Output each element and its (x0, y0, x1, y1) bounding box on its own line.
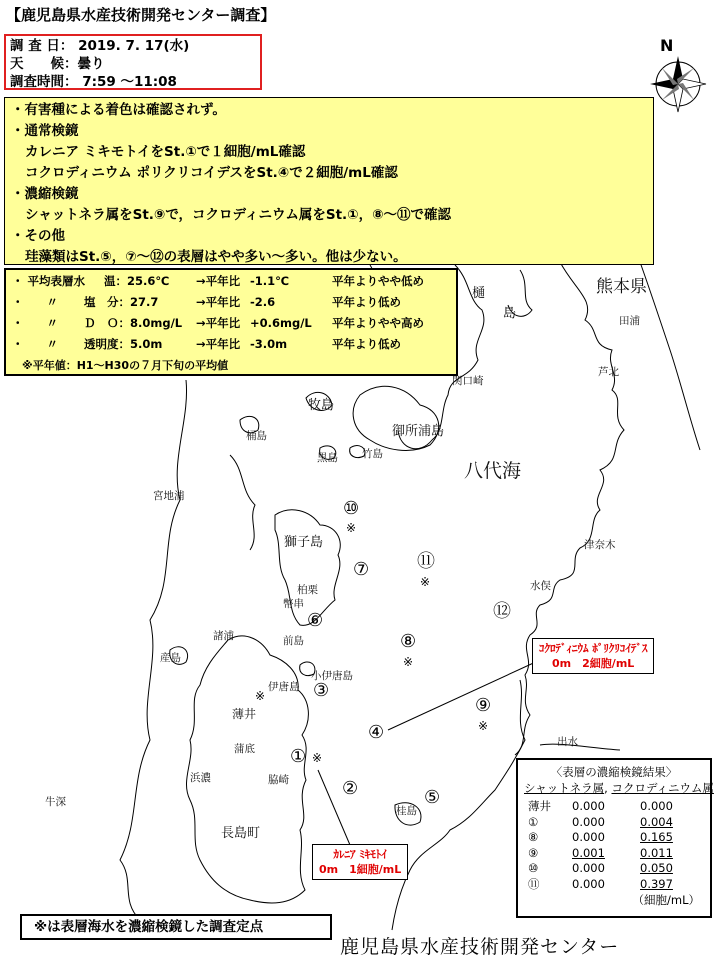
param-assessment: 平年より低め (332, 295, 401, 309)
label-nagare: 幣串 (283, 598, 304, 610)
concentration-mark: ※ (346, 521, 357, 535)
report-title: 【鹿児島県水産技術開発センター調査】 (6, 6, 276, 24)
results-cochlodinium: 0.011 (640, 845, 673, 860)
label-goshoura: 御所浦島 (392, 424, 445, 439)
results-title: 〈表層の濃縮検鏡結果〉 (550, 765, 678, 779)
label-katsurajima: 桂島 (396, 805, 417, 817)
survey-weather: 天 候：曇り (10, 56, 105, 72)
param-label: ・ 〃 (12, 337, 58, 351)
compass-rose (650, 56, 706, 112)
label-shoura: 諸浦 (213, 630, 234, 642)
label-kanoshima: 桶島 (246, 430, 267, 442)
param-row-salinity (12, 292, 450, 313)
results-station: ⑨ (528, 845, 539, 860)
results-chattonella: 0.000 (572, 877, 605, 891)
label-miyachi: 宮地浦 (153, 490, 185, 502)
station-4: ④ (368, 722, 385, 743)
param-diff: -2.6 (250, 295, 276, 309)
label-takeshima: 竹島 (362, 448, 383, 460)
results-station: ⑩ (528, 861, 539, 876)
station-9: ⑨ (475, 695, 492, 716)
station-2: ② (342, 778, 359, 799)
finding-concentrated-line: シャットネラ属をSt.⑨で，コクロディニウム属をSt.①，⑧～⑪で確認 (25, 207, 452, 223)
survey-time: 調査時間： 7:59 ～11:08 (10, 74, 177, 90)
organization-name: 鹿児島県水産技術開発センター (340, 936, 620, 958)
param-compare: →平年比 (196, 316, 241, 330)
param-row-temperature (12, 271, 450, 292)
param-diff: -3.0m (250, 337, 288, 351)
label-sanjima: 産島 (160, 652, 181, 664)
param-label: ・ 平均表層水 (12, 274, 86, 288)
survey-date: 調 査 日： 2019. 7. 17(水) (10, 38, 190, 54)
finding-normal-line2: コクロディニウム ポリクリコイデスをSt.④で２細胞/mL確認 (25, 165, 398, 181)
results-chattonella: 0.000 (572, 814, 605, 829)
param-row-do (12, 313, 450, 334)
finding-other-line: 珪藻類はSt.⑤，⑦～⑫の表層はやや多い～多い。他は少ない。 (25, 249, 407, 265)
results-chattonella: 0.001 (572, 845, 605, 860)
param-row-transparency (12, 334, 450, 355)
finding-normal-line1: カレニア ミキモトイをSt.①で１細胞/mL確認 (25, 144, 306, 160)
footnote-legend: ※は表層海水を濃縮検鏡した調査定点 (20, 914, 332, 940)
label-tsunagi: 津奈木 (584, 539, 616, 551)
label-usui: 薄井 (232, 707, 257, 721)
label-yatsushiro-sea: 八代海 (464, 460, 522, 482)
label-zenshima: 前島 (283, 635, 304, 647)
station-7: ⑦ (353, 559, 370, 580)
table-row (524, 845, 704, 861)
results-column-headers: シャットネラ属, コクロディニウム属 (524, 781, 714, 795)
label-hinoshima-bottom: 島 (503, 306, 517, 321)
results-chattonella: 0.000 (572, 799, 605, 813)
param-value: 透明度：5.0m (84, 337, 163, 351)
table-row (524, 814, 704, 830)
concentration-mark: ※ (478, 719, 489, 733)
station-11: ⑪ (417, 551, 435, 572)
label-hinoshima-top: 樋 (472, 286, 486, 301)
param-assessment: 平年より低め (332, 337, 401, 351)
param-value: 塩 分：27.7 (84, 295, 159, 309)
table-row (524, 798, 704, 814)
results-station: ⑧ (528, 830, 539, 845)
param-compare: →平年比 (196, 274, 241, 288)
concentration-mark: ※ (312, 751, 323, 765)
results-station: ① (528, 814, 539, 829)
callout-karenia (312, 844, 408, 880)
station-10: ⑩ (343, 498, 360, 519)
concentration-mark: ※ (403, 655, 414, 669)
param-assessment: 平年よりやや高め (332, 316, 424, 330)
compass-north-label: N (660, 36, 674, 55)
param-value: 温：25.6℃ (104, 274, 170, 288)
concentration-mark: ※ (420, 575, 431, 589)
finding-other-heading: ・その他 (11, 228, 65, 244)
table-row (524, 830, 704, 846)
param-compare: →平年比 (196, 337, 241, 351)
results-header-cochlodinium: コクロディニウム属 (611, 781, 714, 795)
results-cochlodinium: 0.000 (640, 799, 673, 813)
finding-normal-heading: ・通常検鏡 (11, 123, 79, 139)
results-chattonella: 0.000 (572, 830, 605, 845)
label-ushibuka: 牛深 (45, 796, 66, 808)
callout-karenia-count: 0m 1細胞/mL (319, 863, 402, 876)
label-tanoura: 田浦 (619, 315, 640, 327)
param-value: Ｄ Ｏ：8.0mg/L (84, 316, 183, 330)
label-wakizaki: 脇崎 (268, 774, 289, 786)
station-1: ① (290, 746, 307, 767)
station-12: ⑫ (493, 601, 511, 622)
label-ashikita: 芦北 (598, 366, 619, 378)
results-station: ⑪ (528, 877, 540, 891)
results-unit: （細胞/mL） (632, 893, 700, 907)
results-cochlodinium: 0.165 (640, 830, 673, 845)
station-8: ⑧ (400, 631, 417, 652)
results-chattonella: 0.000 (572, 861, 605, 876)
param-note: ※平年値：H1～H30の７月下旬の平均値 (22, 359, 229, 372)
label-shishijima: 獅子島 (284, 535, 324, 550)
finding-harmful: ・有害種による着色は確認されず。 (11, 102, 226, 118)
callout-cochlodinium-species: ｺｸﾛﾃﾞｨﾆｳﾑ ﾎﾟﾘｸﾘｺｲﾃﾞｽ (539, 642, 648, 655)
results-cochlodinium: 0.397 (640, 877, 673, 891)
results-cochlodinium: 0.004 (640, 814, 673, 829)
results-station: 薄井 (528, 799, 551, 813)
param-label: ・ 〃 (12, 316, 58, 330)
label-kogarashima: 小伊唐島 (311, 670, 353, 682)
concentration-results-box (516, 758, 712, 918)
label-hamagoe: 浜濃 (190, 772, 211, 784)
callout-karenia-species: ｶﾚﾆｱ ﾐｷﾓﾄｲ (333, 848, 387, 861)
station-6: ⑥ (307, 610, 324, 631)
label-makishima: 牧島 (308, 398, 335, 413)
label-kumamoto: 熊本県 (596, 277, 647, 297)
station-3: ③ (313, 680, 330, 701)
label-minamata: 水俣 (530, 580, 551, 592)
label-kamado: 蒲底 (234, 743, 255, 755)
param-compare: →平年比 (196, 295, 241, 309)
label-ikarajima: 伊唐島 (268, 681, 300, 693)
station-5: ⑤ (424, 787, 441, 808)
callout-cochlodinium (532, 638, 654, 674)
label-kashiwa: 柏栗 (297, 584, 318, 596)
survey-info-box (4, 34, 262, 90)
label-kuroshima: 黒島 (317, 452, 338, 464)
param-diff: +0.6mg/L (250, 316, 312, 330)
table-row (524, 861, 704, 877)
water-parameters-box (4, 268, 458, 376)
results-table (524, 798, 704, 892)
param-label: ・ 〃 (12, 295, 58, 309)
param-assessment: 平年よりやや低め (332, 274, 424, 288)
finding-concentrated-heading: ・濃縮検鏡 (11, 186, 79, 202)
concentration-mark-usui: ※ (255, 689, 266, 703)
callout-cochlodinium-count: 0m 2細胞/mL (552, 657, 635, 670)
label-sekiguchi: 関口崎 (452, 375, 484, 387)
results-header-chattonella: シャットネラ属 (524, 781, 605, 795)
results-cochlodinium: 0.050 (640, 861, 673, 876)
table-row (524, 876, 704, 892)
label-nagashima-town: 長島町 (221, 826, 261, 841)
label-izumi: 出水 (557, 736, 578, 748)
findings-box (4, 97, 654, 265)
param-diff: -1.1℃ (250, 274, 290, 288)
